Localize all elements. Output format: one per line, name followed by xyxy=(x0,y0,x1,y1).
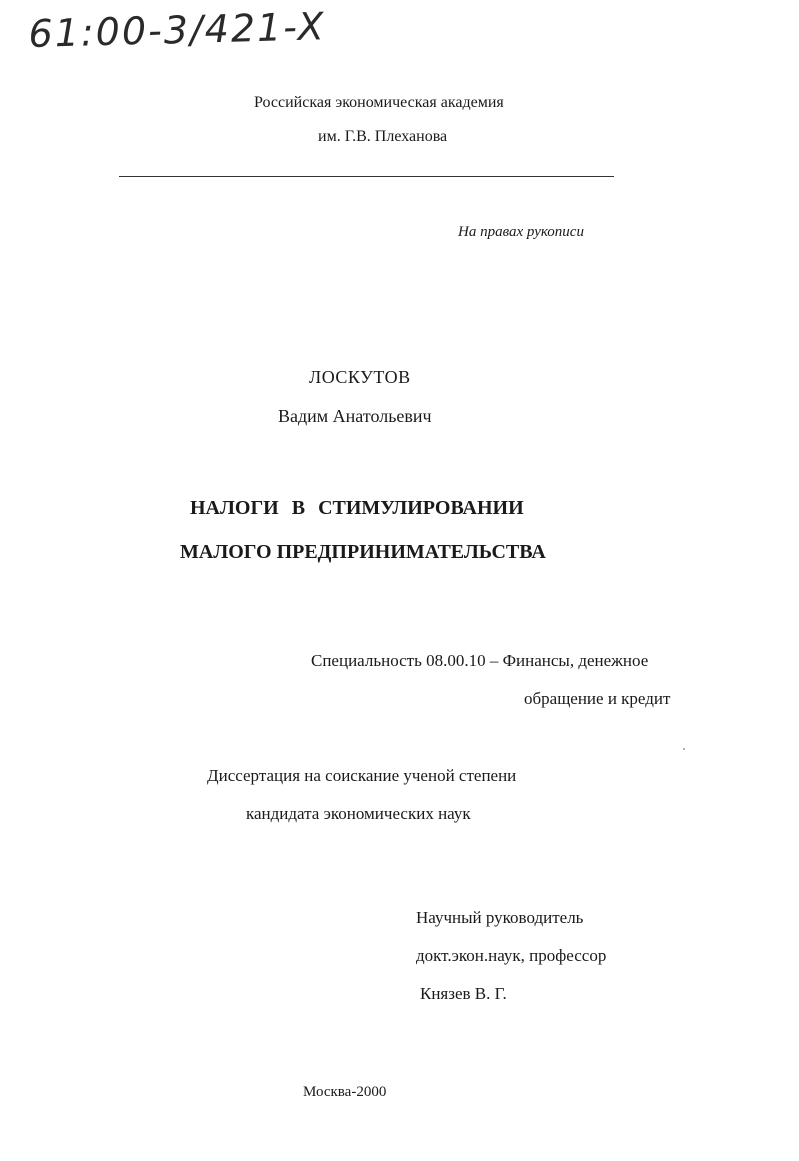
institution-subtitle: им. Г.В. Плеханова xyxy=(318,128,448,145)
author-surname: ЛОСКУТОВ xyxy=(309,367,411,387)
institution-name: Российская экономическая академия xyxy=(254,94,504,111)
degree-statement-line-1: Диссертация на соискание ученой степени xyxy=(207,766,517,785)
dissertation-title-line-1: НАЛОГИ В СТИМУЛИРОВАНИИ xyxy=(190,497,524,519)
place-and-year: Москва-2000 xyxy=(303,1084,387,1100)
manuscript-rights-note: На правах рукописи xyxy=(458,224,584,240)
supervisor-degree: докт.экон.наук, профессор xyxy=(416,946,607,965)
degree-statement-line-2: кандидата экономических наук xyxy=(246,804,471,823)
supervisor-label: Научный руководитель xyxy=(416,908,584,927)
supervisor-name: Князев В. Г. xyxy=(420,984,507,1003)
author-given-names: Вадим Анатольевич xyxy=(278,406,432,426)
specialty-line-1: Специальность 08.00.10 – Финансы, денежное xyxy=(311,651,649,670)
specialty-line-2: обращение и кредит xyxy=(524,689,671,708)
dissertation-title-line-2: МАЛОГО ПРЕДПРИНИМАТЕЛЬСТВА xyxy=(180,541,546,563)
header-divider xyxy=(119,176,614,177)
scan-speck xyxy=(683,748,685,750)
handwritten-archive-number: 61:00-3/421-X xyxy=(28,4,327,56)
